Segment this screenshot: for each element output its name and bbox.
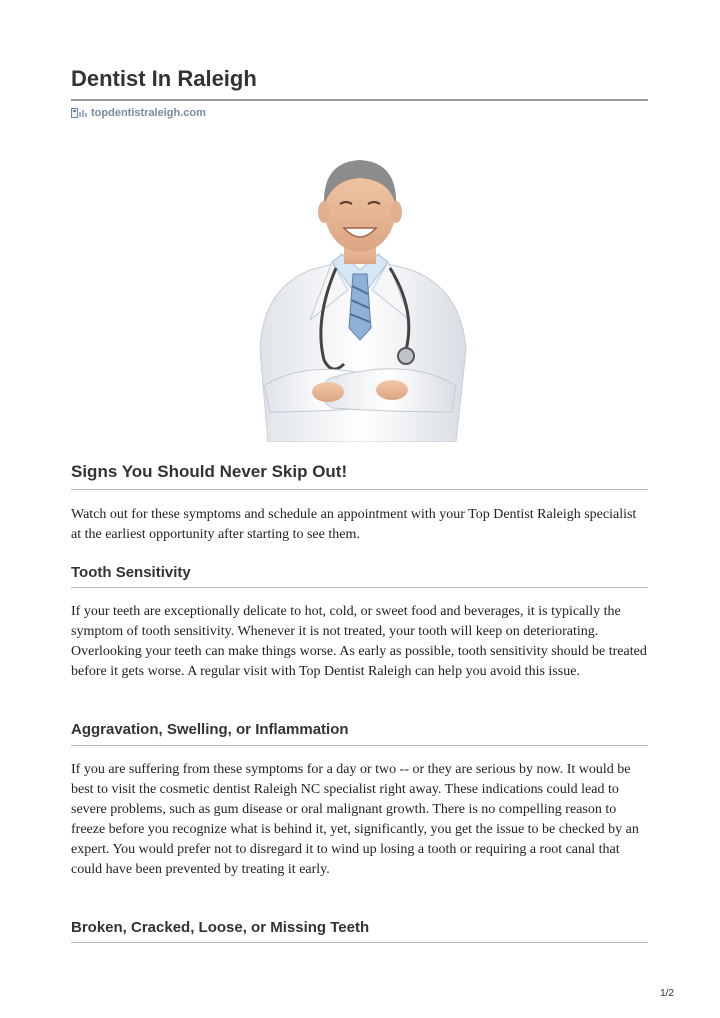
section-paragraph: Watch out for these symptoms and schedule an appointment with your Top Dentist Raleigh specialist at the earliest opportunity after starting to see them.	[71, 507, 637, 542]
section-divider	[71, 942, 648, 943]
page-title: Dentist In Raleigh	[71, 66, 257, 91]
section-heading: Broken, Cracked, Loose, or Missing Teeth	[71, 919, 370, 936]
source-link[interactable]	[71, 107, 206, 119]
section-heading: Signs You Should Never Skip Out!	[71, 462, 348, 481]
title-divider	[71, 99, 648, 101]
section-divider	[71, 489, 648, 490]
section-divider	[71, 745, 648, 746]
section-divider	[71, 587, 648, 588]
source-domain: topdentistraleigh.com	[91, 107, 206, 119]
section-heading: Aggravation, Swelling, or Inflammation	[71, 721, 349, 738]
section-paragraph: If you are suffering from these symptoms for a day or two -- or they are serious by now. It would be best to visit the cosmetic dentist Raleigh NC specialist right away. These indications could lead to severe problems, such as gum disease or oral malignant growth. There is no compelling reason to freeze before you recognize what is behind it, yet, significantly, you get the issue to be checked by an expert. You would prefer not to disregard it to wind up losing a tooth or requiring a root canal that could have been prevented by treating it early.	[71, 762, 639, 877]
page-number: 1/2	[660, 988, 674, 999]
section-paragraph: If your teeth are exceptionally delicate to hot, cold, or sweet food and beverages, it is typically the symptom of tooth sensitivity. Whenever it is not treated, your tooth will keep on deteriorating. Overlooking your teeth can make things worse. As early as possible, tooth sensitivity should be treated before it gets worse. A regular visit with Top Dentist Raleigh can help you avoid this issue.	[71, 604, 647, 679]
section-heading: Tooth Sensitivity	[71, 564, 191, 581]
smiling-dentist-photo	[240, 150, 480, 442]
site-favicon-icon	[71, 108, 87, 118]
